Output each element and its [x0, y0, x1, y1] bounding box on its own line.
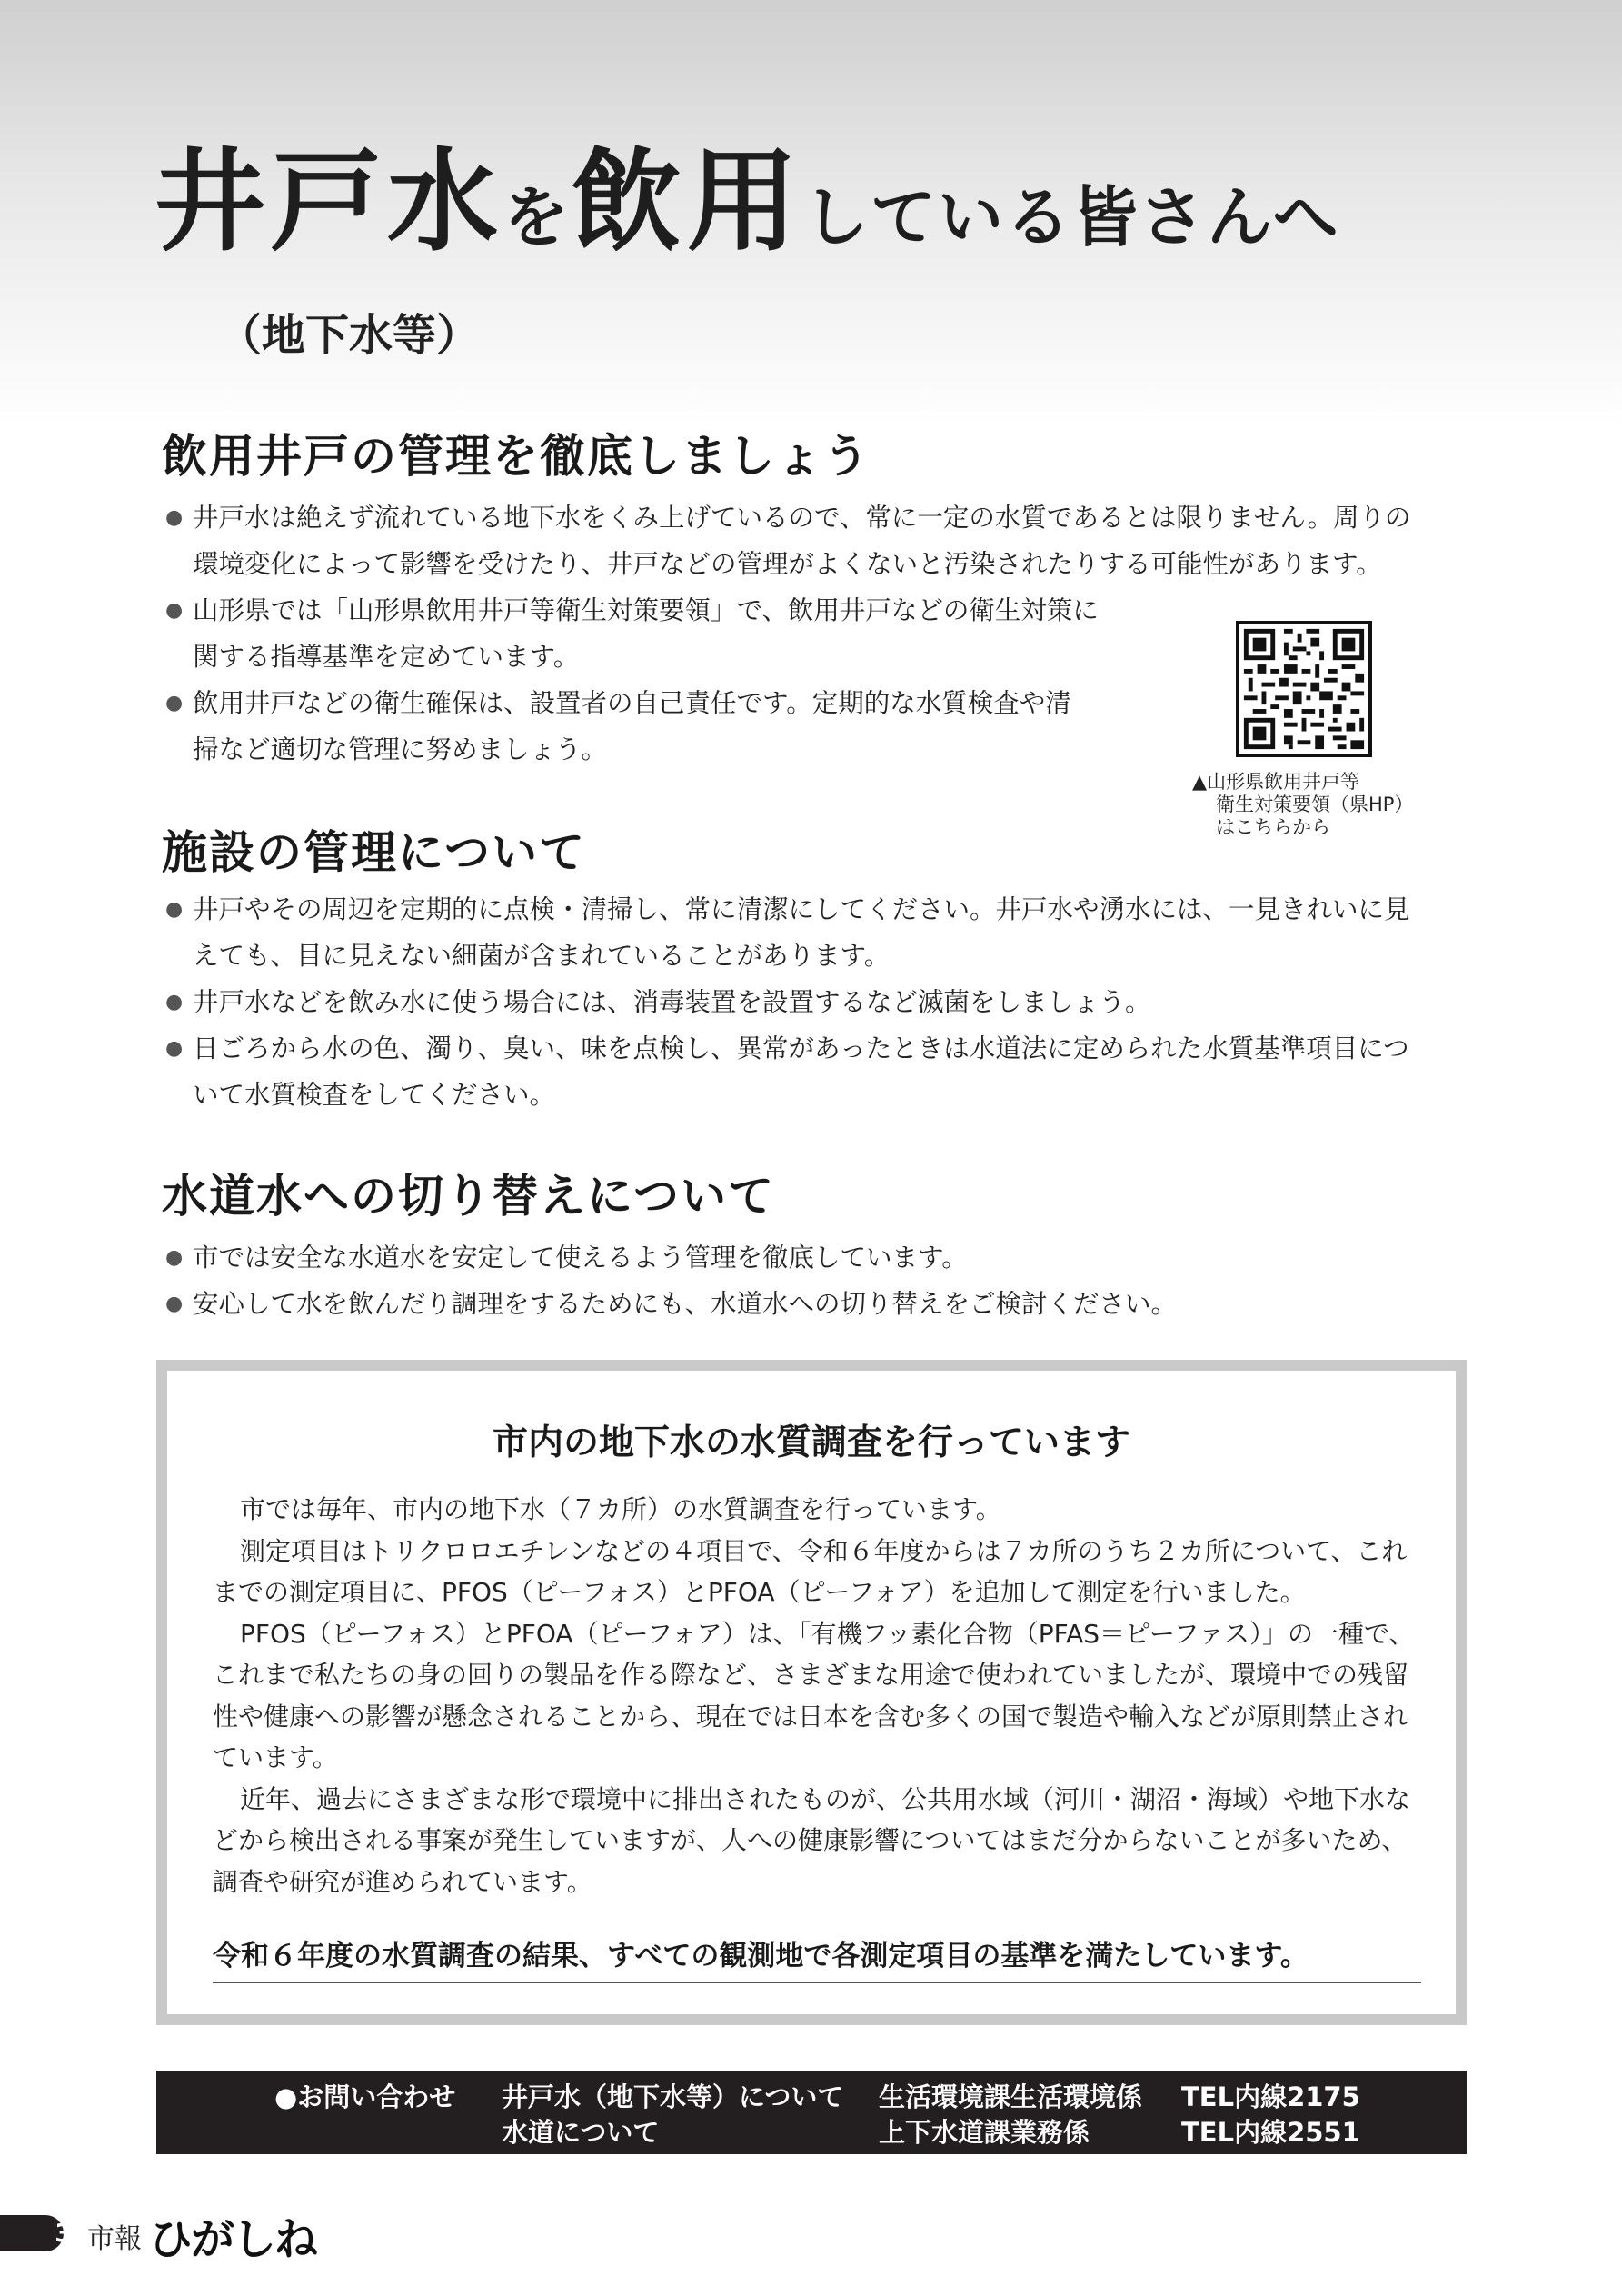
title-part-particle: を [503, 178, 572, 255]
bullet-item [165, 886, 1410, 979]
contact-label: ●お問い合わせ [274, 2081, 456, 2112]
bullet-line: 飲用井戸などの衛生確保は、設置者の自己責任です。定期的な水質検査や清 [193, 688, 1071, 718]
contact-topic: 井戸水（地下水等）について [502, 2081, 844, 2112]
section-heading-facility-management: 施設の管理について [162, 826, 586, 879]
info-paragraph: PFOS（ピーフォス）とPFOA（ピーフォア）は、「有機フッ素化合物（PFAS＝ピーファス）」の一種で、これまで私たちの身の回りの製品を作る際など、さまざまな用途で使われていましたが、環境中での残留性や健康への影響が懸念されることから、現在では日本を含む多くの国で製造や輸入などが原則禁止されています。 [213, 1618, 1415, 1772]
bullet-line: 井戸水は絶えず流れている地下水をくみ上げているので、常に一定の水質であるとは限りません。周りの [193, 503, 1411, 533]
bullet-line: 環境変化によって影響を受けたり、井戸などの管理がよくないと汚染されたりする可能性があります。 [193, 549, 1382, 579]
page-subtitle: （地下水等） [218, 310, 481, 361]
info-box-title: 市内の地下水の水質調査を行っています [492, 1423, 1130, 1463]
qr-caption [1192, 771, 1413, 839]
bullet-item [165, 1234, 1177, 1281]
contact-bar [156, 2071, 1467, 2154]
qr-caption-line: はこちらから [1216, 816, 1330, 838]
section-heading-well-management: 飲用井戸の管理を徹底しましょう [162, 430, 871, 483]
bullet-line: 市では安全な水道水を安定して使えるよう管理を徹底しています。 [193, 1243, 968, 1273]
bullet-item [165, 680, 1411, 773]
section3-bullet-list [165, 1234, 1177, 1327]
bullet-line: 安心して水を飲んだり調理をするためにも、水道水への切り替えをご検討ください。 [193, 1289, 1178, 1319]
publication-logo: ひがしね [149, 2214, 317, 2265]
contact-department: 上下水道課業務係 [879, 2117, 1090, 2148]
page-number: 3 [55, 2218, 73, 2248]
section1-bullet-list [165, 494, 1411, 773]
contact-phone[interactable]: TEL内線2551 [1181, 2117, 1360, 2148]
contact-department: 生活環境課生活環境係 [879, 2081, 1143, 2112]
bullet-item [165, 587, 1411, 680]
qr-caption-line: 衛生対策要領（県HP） [1216, 794, 1414, 815]
page-title [154, 135, 1340, 266]
bullet-line: いて水質検査をしてください。 [193, 1080, 556, 1110]
bullet-line: 日ごろから水の色、濁り、臭い、味を点検し、異常があったときは水道法に定められた水質基準項目につ [193, 1033, 1409, 1063]
bullet-line: えても、目に見えない細菌が含まれていることがあります。 [193, 941, 891, 971]
title-part-audience: している皆さんへ [803, 178, 1340, 255]
section-heading-tap-water-switch: 水道水への切り替えについて [162, 1170, 775, 1223]
title-part-drinking: 飲用 [571, 135, 804, 266]
bullet-item [165, 1281, 1177, 1327]
qr-code[interactable] [1236, 621, 1372, 757]
info-paragraph: 市では毎年、市内の地下水（７カ所）の水質調査を行っています。 [240, 1494, 1001, 1524]
section2-bullet-list [165, 886, 1410, 1118]
bullet-line: 関する指導基準を定めています。 [193, 642, 580, 672]
bullet-line: 井戸やその周辺を定期的に点検・清掃し、常に清潔にしてください。井戸水や湧水には、一見きれいに見 [193, 894, 1410, 924]
bullet-item [165, 1025, 1410, 1118]
qr-caption-line: ▲山形県飲用井戸等 [1192, 771, 1360, 793]
survey-conclusion: 令和６年度の水質調査の結果、すべての観測地で各測定項目の基準を満たしています。 [213, 1934, 1421, 1983]
info-box-body [213, 1489, 1421, 1902]
info-paragraph: 近年、過去にさまざまな形で環境中に排出されたものが、公共用水域（河川・湖沼・海域）や地下水などから検出される事案が発生していますが、人への健康影響についてはまだ分からないことが多いため、調査や研究が進められています。 [213, 1783, 1411, 1897]
publication-label: 市報 [87, 2223, 142, 2255]
contact-phone[interactable]: TEL内線2175 [1181, 2081, 1360, 2112]
bullet-line: 山形県では「山形県飲用井戸等衛生対策要領」で、飲用井戸などの衛生対策に [193, 595, 1099, 625]
info-paragraph: 測定項目はトリクロロエチレンなどの４項目で、令和６年度からは７カ所のうち２カ所について、これまでの測定項目に、PFOS（ピーフォス）とPFOA（ピーフォア）を追加して測定を行いました。 [213, 1535, 1408, 1607]
groundwater-survey-box [156, 1360, 1467, 2025]
bullet-line: 井戸水などを飲み水に使う場合には、消毒装置を設置するなど滅菌をしましょう。 [193, 987, 1151, 1017]
bullet-item [165, 979, 1410, 1025]
title-part-well-water: 井戸水 [154, 135, 503, 266]
bullet-line: 掃など適切な管理に努めましょう。 [193, 734, 608, 764]
contact-topic: 水道について [502, 2117, 660, 2148]
bullet-item [165, 494, 1411, 587]
